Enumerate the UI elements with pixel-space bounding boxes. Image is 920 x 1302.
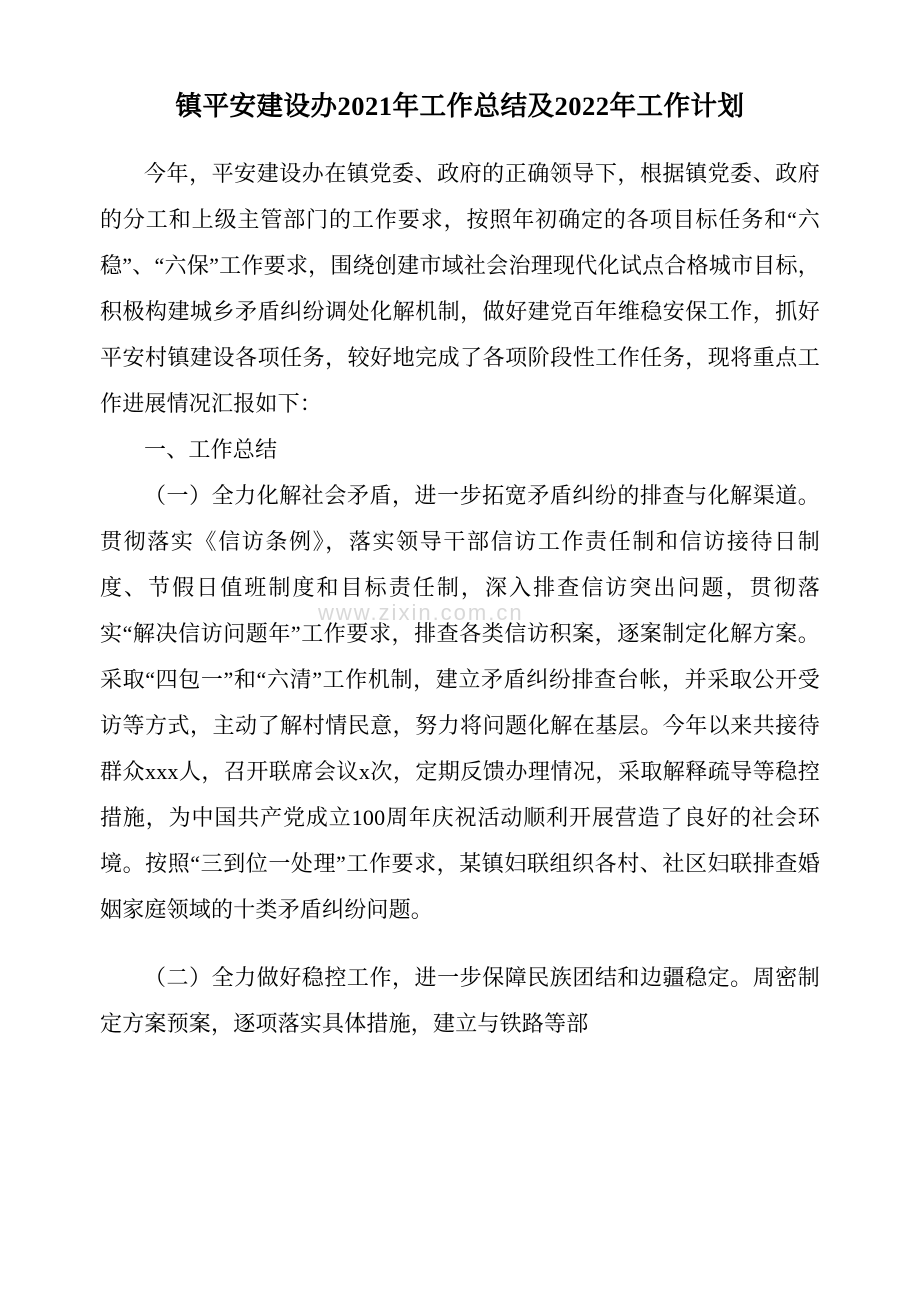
paragraph-item-two: （二）全力做好稳控工作，进一步保障民族团结和边疆稳定。周密制定方案预案，逐项落实具体措施，建立与铁路等部 [100, 965, 820, 1037]
paragraph-item-one: （一）全力化解社会矛盾，进一步拓宽矛盾纠纷的排查与化解渠道。贯彻落实《信访条例》，落实领导干部信访工作责任制和信访接待日制度、节假日值班制度和目标责任制，深入排查信访突出问题，贯彻落实“解决信访问题年”工作要求，排查各类信访积案，逐案制定化解方案。采取“四包一”和“六清”工作机制，建立矛盾纠纷排查台帐，并采取公开受访等方式，主动了解村情民意，努力将问题化解在基层。今年以来共接待群众xxx人，召开联席会议x次，定期反馈办理情况，采取解释疏导等稳控措施，为中国共产党成立100周年庆祝活动顺利开展营造了良好的社会环境。按照“三到位一处理”工作要求，某镇妇联组织各村、社区妇联排查婚姻家庭领域的十类矛盾纠纷问题。 [100, 483, 820, 923]
document-body [100, 88, 820, 1047]
page-title: 镇平安建设办2021年工作总结及2022年工作计划 [175, 91, 745, 121]
watermark-text: www.zixin.com.cn [318, 600, 524, 625]
paragraph-intro: 今年，平安建设办在镇党委、政府的正确领导下，根据镇党委、政府的分工和上级主管部门的工作要求，按照年初确定的各项目标任务和“六稳”、“六保”工作要求，围绕创建市域社会治理现代化试点合格城市目标，积极构建城乡矛盾纠纷调处化解机制，做好建党百年维稳安保工作，抓好平安村镇建设各项任务，较好地完成了各项阶段性工作任务，现将重点工作进展情况汇报如下： [100, 161, 820, 417]
section-heading-one: 一、工作总结 [144, 437, 278, 463]
